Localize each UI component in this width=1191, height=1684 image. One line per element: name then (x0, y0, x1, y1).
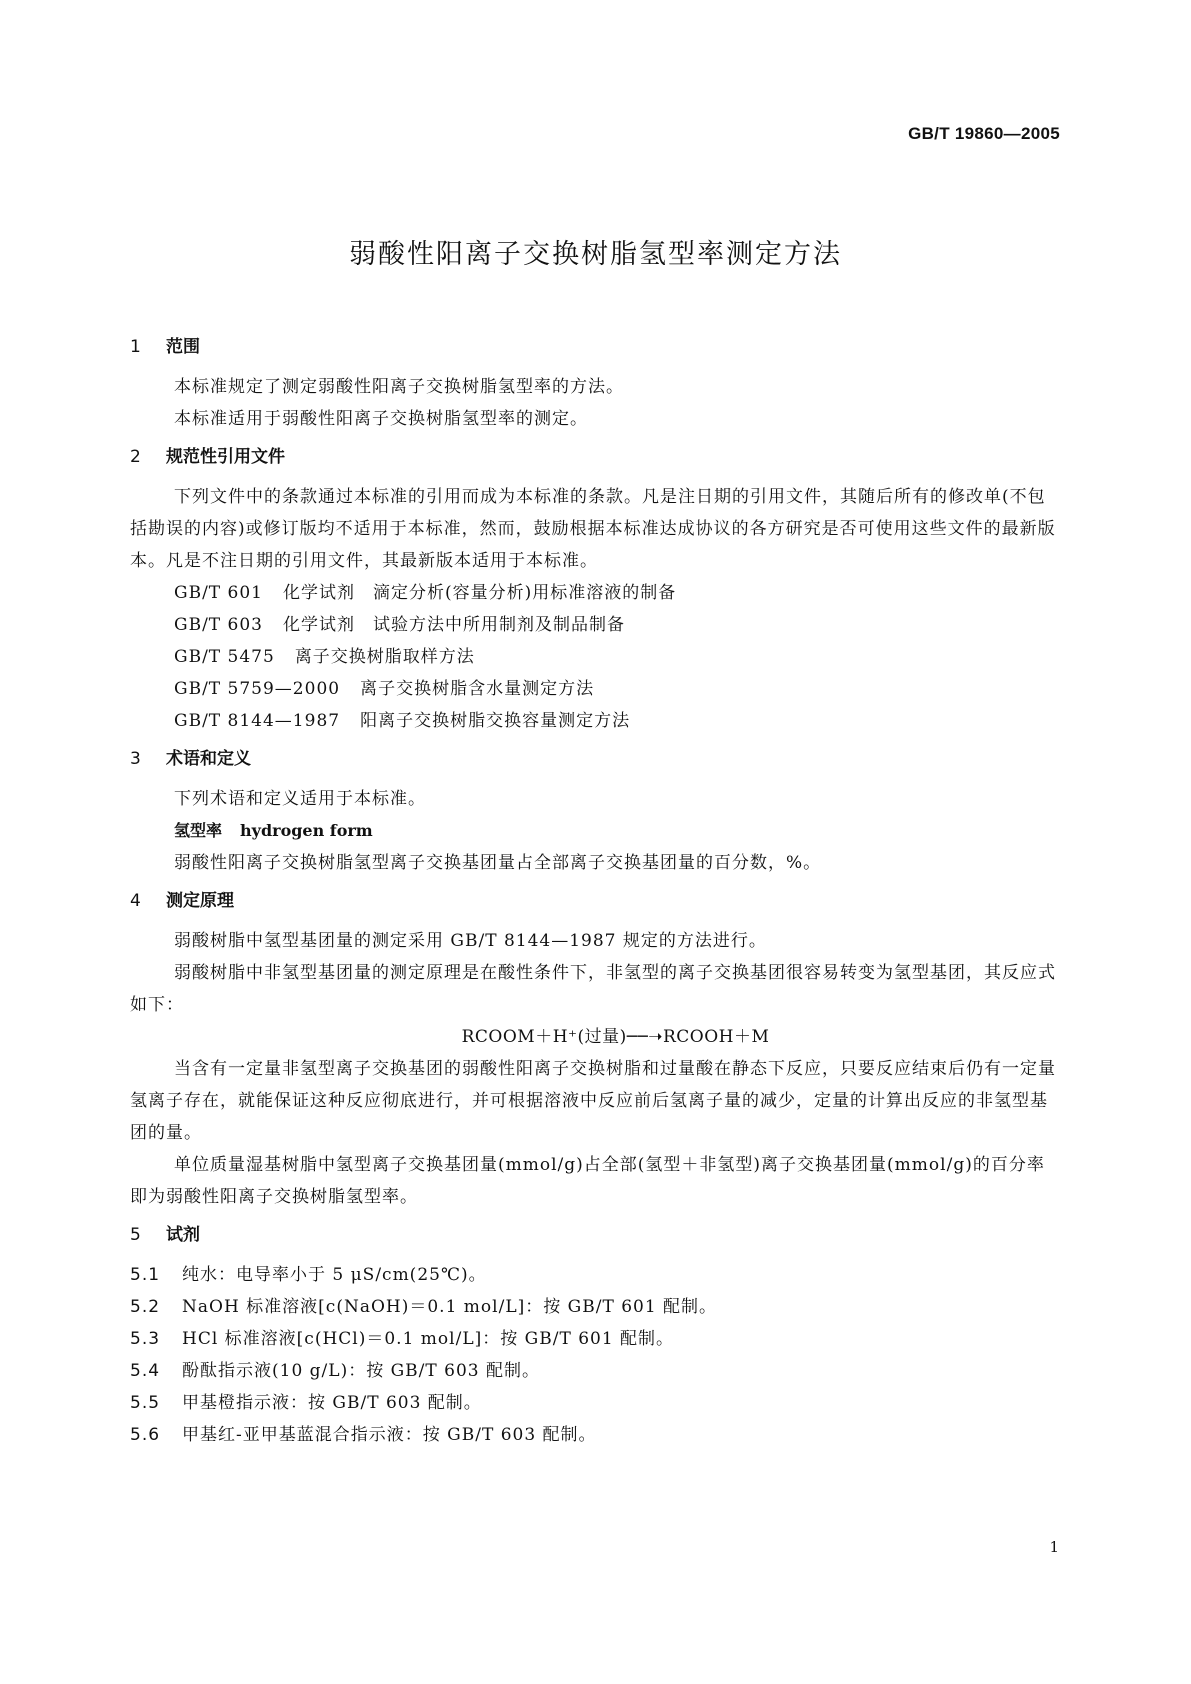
section-1-paragraph-2: 本标准适用于弱酸性阳离子交换树脂氢型率的测定。 (174, 409, 588, 429)
section-4-paragraph-4: 单位质量湿基树脂中氢型离子交换基团量(mmol/g)占全部(氢型＋非氢型)离子交换基团量(mmol/g)的百分率即为弱酸性阳离子交换树脂氢型率。 (130, 1155, 1045, 1207)
section-4-paragraph-3: 当含有一定量非氢型离子交换基团的弱酸性阳离子交换树脂和过量酸在静态下反应，只要反应结束后仍有一定量氢离子存在，就能保证这种反应彻底进行，并可根据溶液中反应前后氢离子量的减少，定量的计算出反应的非氢型基团的量。 (130, 1059, 1056, 1143)
section-1-number: 1 (130, 337, 141, 357)
reagent-number: 5.5 (130, 1393, 161, 1413)
section-3-heading (130, 747, 1061, 771)
reference-code: GB/T 603 (174, 615, 263, 635)
reagent-number: 5.1 (130, 1265, 161, 1285)
section-2-intro: 下列文件中的条款通过本标准的引用而成为本标准的条款。凡是注日期的引用文件，其随后所有的修改单(不包括勘误的内容)或修订版均不适用于本标准，然而，鼓励根据本标准达成协议的各方研究是否可使用这些文件的最新版本。凡是不注日期的引用文件，其最新版本适用于本标准。 (130, 487, 1056, 571)
reference-title: 阳离子交换树脂交换容量测定方法 (360, 711, 631, 731)
section-1-title: 范围 (166, 337, 200, 357)
reagent-item (130, 1419, 1061, 1451)
reference-item (130, 705, 1061, 737)
section-5-heading (130, 1223, 1061, 1247)
section-5-title: 试剂 (166, 1225, 200, 1245)
section-4-number: 4 (130, 891, 141, 911)
standard-code: GB/T 19860—2005 (908, 124, 1060, 143)
reagent-number: 5.4 (130, 1361, 161, 1381)
reference-code: GB/T 5475 (174, 647, 275, 667)
section-1-heading (130, 335, 1061, 359)
reference-code: GB/T 8144—1987 (174, 711, 341, 731)
reagent-text: 甲基橙指示液：按 GB/T 603 配制。 (182, 1393, 482, 1413)
section-4-title: 测定原理 (166, 891, 234, 911)
reference-title: 化学试剂 滴定分析(容量分析)用标准溶液的制备 (283, 583, 677, 603)
document-title: 弱酸性阳离子交换树脂氢型率测定方法 (349, 239, 842, 270)
section-3-number: 3 (130, 749, 141, 769)
term-definition: 弱酸性阳离子交换树脂氢型离子交换基团量占全部离子交换基团量的百分数，%。 (174, 853, 822, 873)
reference-title: 化学试剂 试验方法中所用制剂及制品制备 (283, 615, 625, 635)
section-2-number: 2 (130, 447, 141, 467)
term-entry (130, 815, 1061, 847)
reference-item (130, 641, 1061, 673)
section-1-paragraph-1: 本标准规定了测定弱酸性阳离子交换树脂氢型率的方法。 (174, 377, 624, 397)
section-2-heading (130, 445, 1061, 469)
reagent-text: 甲基红-亚甲基蓝混合指示液：按 GB/T 603 配制。 (182, 1425, 597, 1445)
reagent-item (130, 1259, 1061, 1291)
page-number: 1 (1049, 1538, 1059, 1556)
term-chinese: 氢型率 (174, 821, 223, 840)
reference-item (130, 609, 1061, 641)
section-5-number: 5 (130, 1225, 141, 1245)
reagent-text: HCl 标准溶液[c(HCl)＝0.1 mol/L]：按 GB/T 601 配制。 (182, 1329, 675, 1349)
reaction-equation: RCOOM＋H⁺(过量)──➝RCOOH＋M (461, 1027, 770, 1047)
term-english: hydrogen form (240, 821, 373, 840)
reference-code: GB/T 601 (174, 583, 263, 603)
reagent-text: 酚酞指示液(10 g/L)：按 GB/T 603 配制。 (182, 1361, 540, 1381)
reagent-item (130, 1387, 1061, 1419)
section-2-title: 规范性引用文件 (166, 447, 285, 467)
reagent-number: 5.2 (130, 1297, 161, 1317)
reference-code: GB/T 5759—2000 (174, 679, 341, 699)
document-body (130, 335, 1061, 1451)
section-4-paragraph-2: 弱酸树脂中非氢型基团量的测定原理是在酸性条件下，非氢型的离子交换基团很容易转变为氢型基团，其反应式如下： (130, 963, 1056, 1015)
reagent-item (130, 1355, 1061, 1387)
section-3-intro: 下列术语和定义适用于本标准。 (174, 789, 426, 809)
reagent-text: 纯水：电导率小于 5 μS/cm(25℃)。 (182, 1265, 487, 1285)
reference-item (130, 673, 1061, 705)
reagent-number: 5.6 (130, 1425, 161, 1445)
reagent-item (130, 1323, 1061, 1355)
reagent-text: NaOH 标准溶液[c(NaOH)＝0.1 mol/L]：按 GB/T 601 配制。 (182, 1297, 718, 1317)
reagent-item (130, 1291, 1061, 1323)
section-3-title: 术语和定义 (166, 749, 251, 769)
reference-title: 离子交换树脂含水量测定方法 (360, 679, 595, 699)
reagent-number: 5.3 (130, 1329, 161, 1349)
reference-title: 离子交换树脂取样方法 (294, 647, 475, 667)
section-4-heading (130, 889, 1061, 913)
section-4-paragraph-1: 弱酸树脂中氢型基团量的测定采用 GB/T 8144—1987 规定的方法进行。 (174, 931, 767, 951)
reference-item (130, 577, 1061, 609)
